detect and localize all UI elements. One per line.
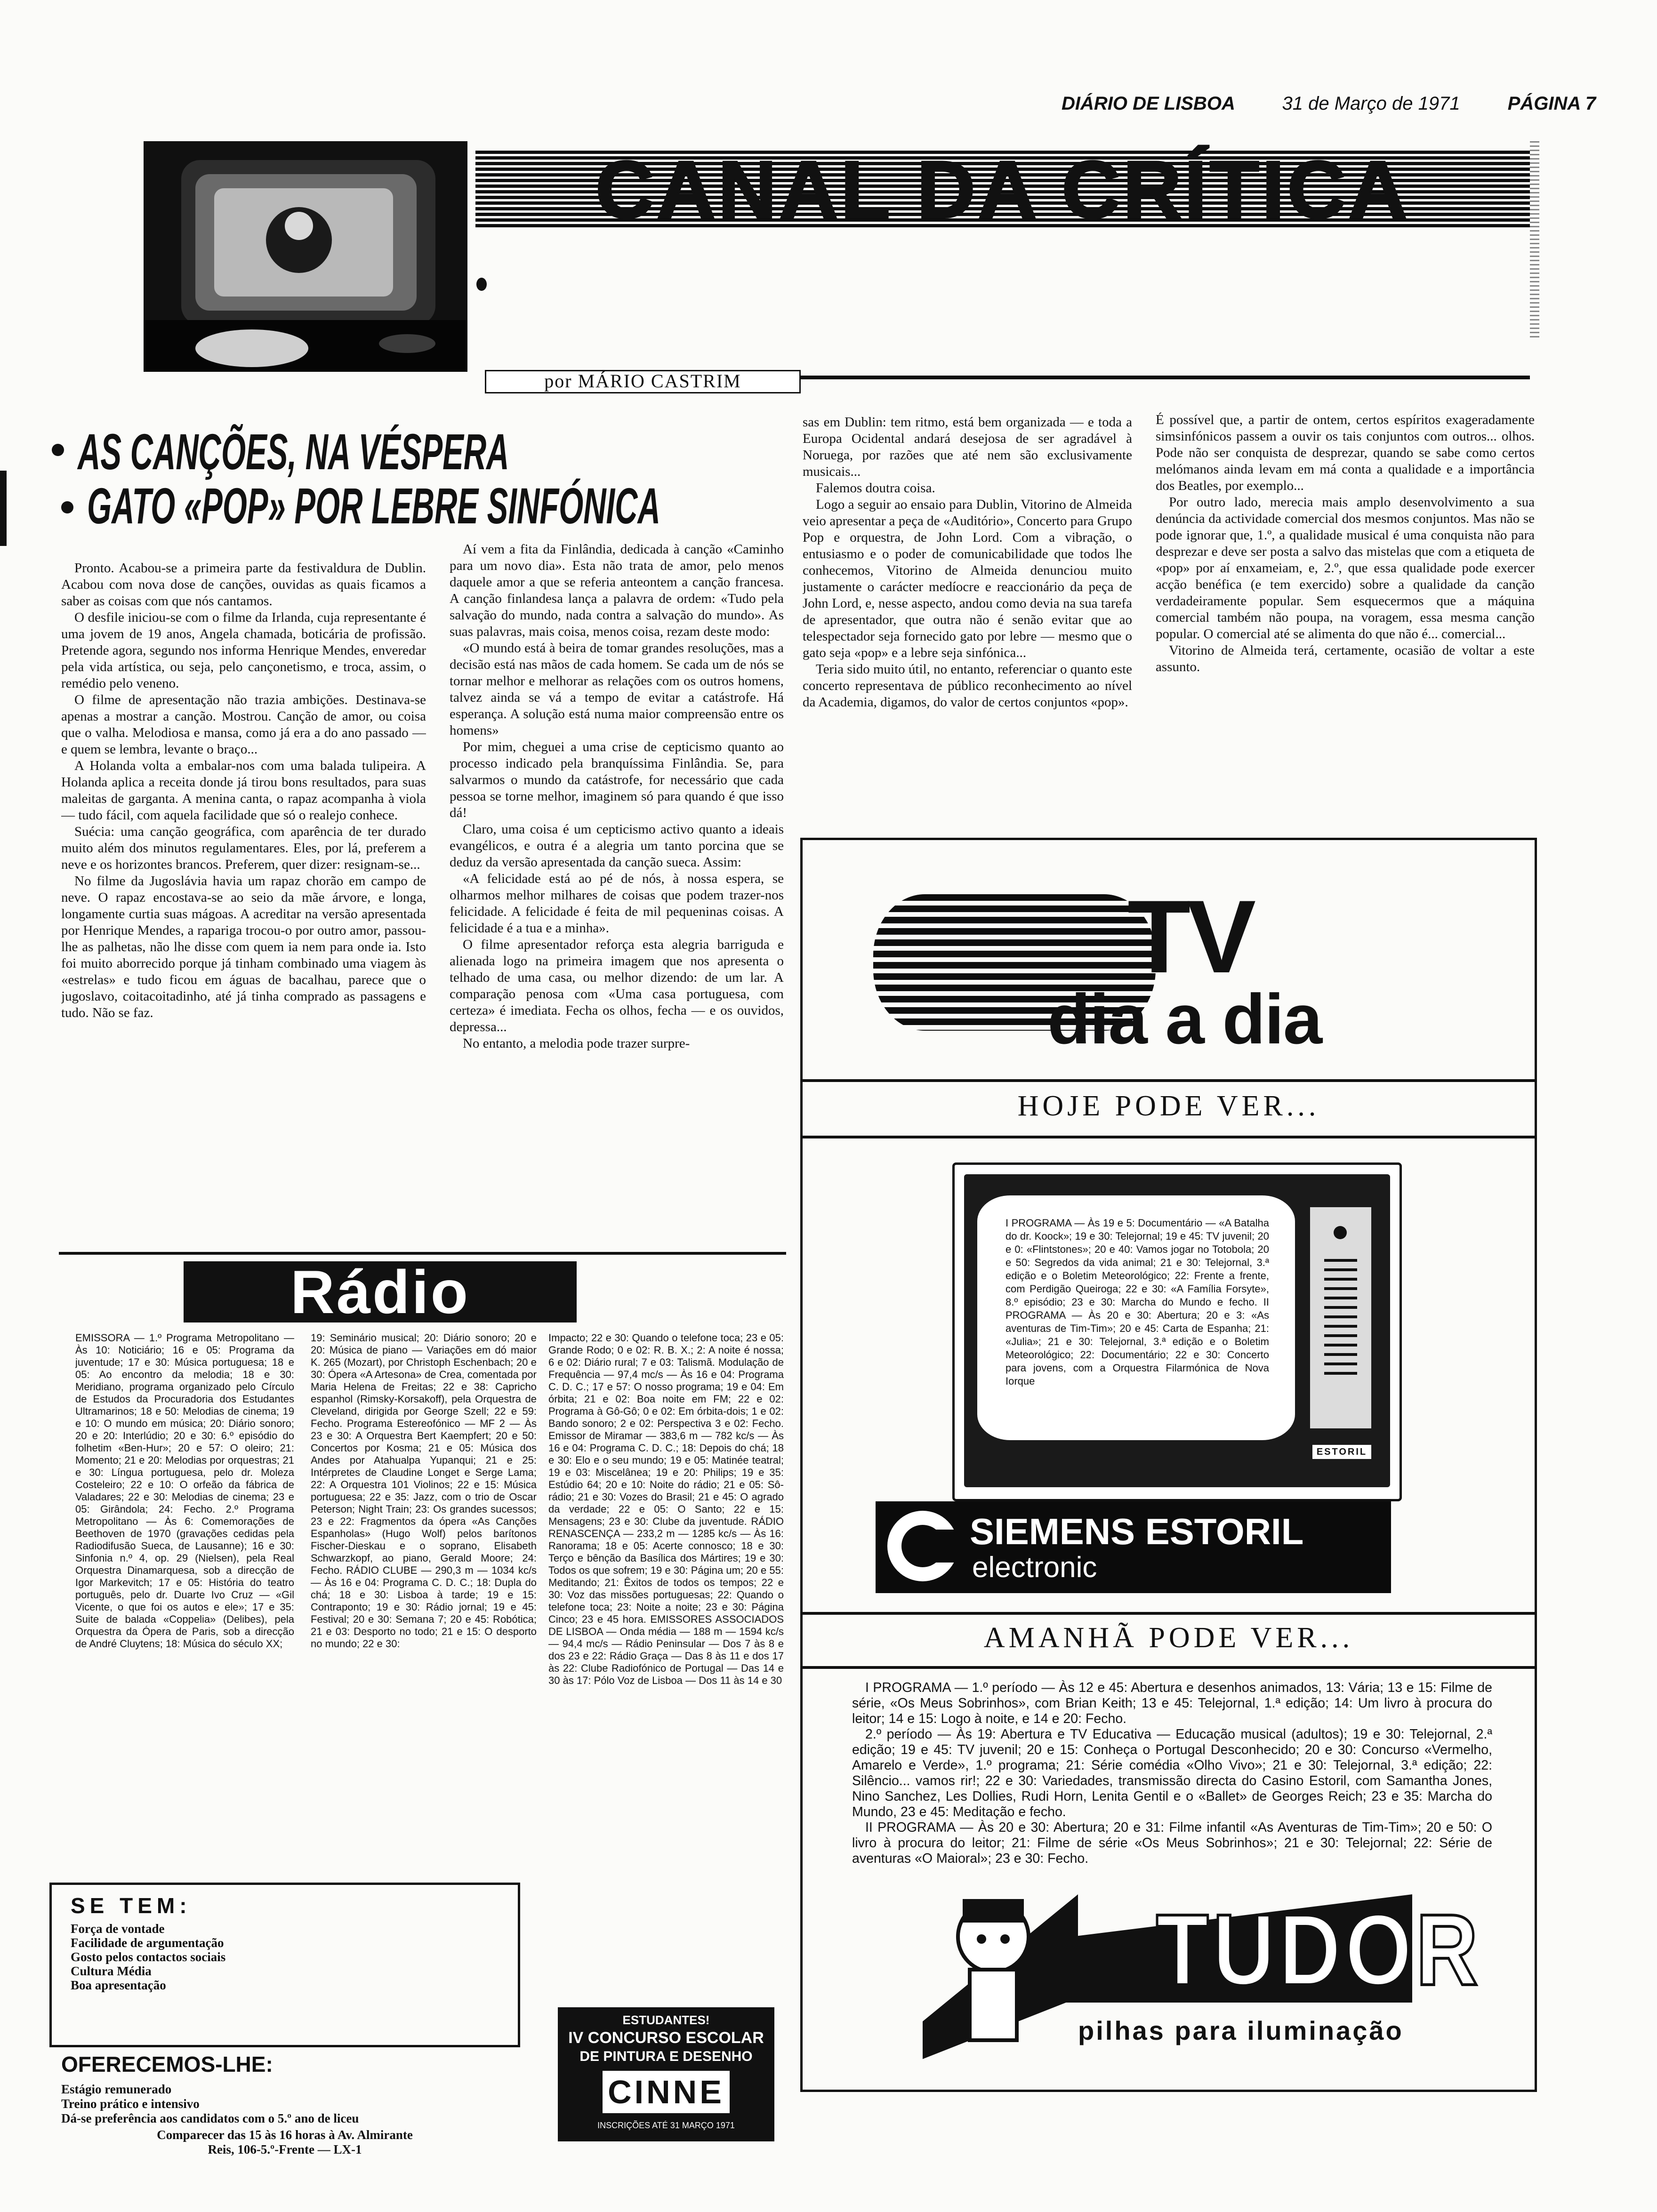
contest-line: ESTUDANTES!	[622, 2013, 710, 2027]
paragraph: «O mundo está à beira de tomar grandes resoluções, mas a decisão está nas mãos de cada homem. Se cada um de nós se tornar melhor e melhorar as relações com os outros homens, talvez ainda se vá a tempo de evitar a catástrofe. Há esperança. A solução está numa maior compreensão entre os homens»	[450, 641, 784, 738]
program-block: I PROGRAMA — 1.º período — Às 12 e 45: Abertura e desenhos animados, 13: Vária; 13 e 15: Filme de série, «Os Meus Sobrinhos», com Brian Keith; 13 e 45: Telejornal, 1.ª edição; 14: Um livro à procura do leitor; 14 e 15: Logo à noite, e 14 e 20: Fecho.	[852, 1680, 1492, 1726]
tomorrow-heading: AMANHÃ PODE VER...	[983, 1622, 1354, 1654]
program-block: II PROGRAMA — Às 20 e 30: Abertura; 20 e 31: Filme infantil «As Aventuras de Tim-Tim»; 20 e 50: O livro à procura do leitor; 21: Filme de série «Os Meus Sobrinhos»; 21 e 30: Telejornal; 22: Série de aventuras «O Maioral»; 23 e 30: Fecho.	[852, 1820, 1492, 1866]
paragraph: O filme de apresentação não trazia ambições. Destinava-se apenas a mostrar a canção. Mostrou. Canção de amor, ou coisa que o valha. Melodiosa e mansa, como já era a do ano passado — e quem se lembra, levante o braço...	[61, 692, 426, 757]
contest-footer: INSCRIÇÕES ATÉ 31 MARÇO 1971	[597, 2121, 735, 2130]
job-ad-requirements	[71, 1922, 499, 1992]
tv-rule	[803, 1666, 1535, 1669]
radio-column-2: 19: Seminário musical; 20: Diário sonoro; 20 e 20: Música de piano — Variações em dó maior K. 265 (Mozart), por Christoph Eschenbach; 20 e 30: Ópera «A Artesona» de Crea, comentada por Maria Helena de Freitas; 22 e 38: Capricho espanhol (Rimsky-Korsakoff), pela Orquestra de Cleveland, dirigida por George Szell; 22 e 59: Fecho. Programa Estereofónico — MF 2 — Às 23 e 30: A Orquestra Bert Kaempfert; 20 e 50: Concertos por Kosma; 21 e 05: Música dos Andes por Atahualpa Yupanqui; 21 e 25: Intérpretes de Claudine Longet e Serge Lama; 22: A Orquestra 101 Violinos; 22 e 15: Música portuguesa; 22 e 35: Jazz, com o trio de Oscar Peterson; Night Train; 23: Os grandes sucessos; 23 e 22: Fragmentos da ópera «As Canções Espanholas» (Hugo Wolf) pelos barítonos Fischer-Dieskau e o soprano, Elisabeth Schwarzkopf, ao piano, Gerald Moore; 24: Fecho. RÁDIO CLUBE — 290,3 m — 1034 kc/s — Às 16 e 04: Programa C. D. C.; 18: Dupla do chá; 18 e 30: Lisboa à tarde; 19 e 15: Contraponto; 19 e 30: Rádio jornal; 19 e 45: Festival; 20 e 30: Semana 7; 20 e 45: Robótica; 21 e 03: Desporto no todo; 21 e 15: O desporto no mundo; 22 e 30:	[311, 1332, 537, 1650]
tomorrow-programs	[852, 1680, 1492, 1878]
requirement: Gosto pelos contactos sociais	[71, 1950, 226, 1964]
article-column-4	[1156, 412, 1535, 821]
article-column-2	[450, 541, 784, 1247]
paragraph: Logo a seguir ao ensaio para Dublin, Vitorino de Almeida veio apresentar a peça de «Auditório», Concerto para Grupo Pop e orquestra, de John Lord. Com a vibração, o entusiasmo e o poder de comunicabilidade que todos lhe conhecemos, Vitorino de Almeida denunciou muito justamente o carácter medíocre e reaccionário da peça de John Lord, e, nesse aspecto, andou como devia na sua tarefa de apresentador, que outra não é senão evitar que ao telespectador seja fornecido gato por lebre — mesmo que o gato seja «pop» e a lebre seja sinfónica...	[803, 497, 1132, 660]
sponsor-line-1: SIEMENS ESTORIL	[970, 1511, 1304, 1552]
requirement: Boa apresentação	[71, 1978, 166, 1992]
tv-control-panel	[1310, 1207, 1371, 1428]
offer-heading: OFERECEMOS-LHE:	[61, 2052, 273, 2076]
tv-rule	[803, 1136, 1535, 1138]
tv-set	[952, 1162, 1402, 1501]
contest-ad	[558, 2007, 774, 2141]
paragraph: «A felicidade está ao pé de nós, à nossa espera, se olharmos melhor milhares de coisas que podem trazer-nos felicidade. A felicidade é feita de mil pequeninas coisas. A felicidade é a tua e a minha».	[450, 871, 784, 936]
today-heading: HOJE PODE VER...	[1017, 1090, 1320, 1122]
tudor-brand: TUDOR	[1156, 1893, 1482, 2006]
tudor-mascot-icon	[923, 1880, 1078, 2059]
tudor-tagline: pilhas para iluminação	[1078, 2016, 1404, 2045]
job-ad-offer	[61, 2052, 508, 2193]
article-column-3	[803, 414, 1132, 819]
paragraph: sas em Dublin: tem ritmo, está bem organizada — e toda a Europa Ocidental andará desejosa de ser agradável à Noruega, por razões que até nem são exclusivamente musicais...	[803, 415, 1132, 479]
television-photo	[144, 141, 467, 372]
requirement: Facilidade de argumentação	[71, 1936, 224, 1950]
knob-icon	[1334, 1226, 1347, 1239]
paragraph: Por mim, cheguei a uma crise de cepticismo quanto ao processo indicado pela branquíssima Finlândia. Se, para salvarmos o mundo da catástrofe, for necessário que cada pessoa se torne melhor, imaginem só para quando é que isso dá!	[450, 739, 784, 820]
issue-date: 31 de Março de 1971	[1282, 93, 1460, 114]
masthead	[1062, 93, 1596, 117]
paragraph: Falemos doutra coisa.	[816, 481, 935, 496]
radio-title-box	[184, 1258, 577, 1326]
headline-bullet	[61, 501, 73, 513]
paragraph: No entanto, a melodia pode trazer surpre-	[463, 1036, 690, 1051]
sponsor-line-2: electronic	[972, 1551, 1097, 1584]
tv-rule	[803, 1079, 1535, 1082]
paragraph: O filme apresentador reforça esta alegria barriguda e alienada logo na primeira imagem que nos apresenta o telhado de uma casa, ou melhor dizendo: de um lar. A comparação penosa com «Uma casa portuguesa, com certeza» é imediata. Fecha os olhos, fecha — e os ouvidos, depressa...	[450, 937, 784, 1034]
paragraph: No filme da Jugoslávia havia um rapaz chorão em campo de neve. O rapaz encostava-se ao seio da mãe árvore, e longa, longamente curtia suas mágoas. A acreditar na versão apresentada por Henrique Mendes, a rapariga trocou-o por outro amor, passou-lhe as palhetas, não lhe disse com quem ia nem para onde ia. Isto foi muito aborrecido porque já tinham combinado uma viagem às «estrelas» e tudo ficou em águas de bacalhau, parece que o jugoslavo, coitacoitadinho, até já tinha comprado as passagens e tudo. Não se faz.	[61, 874, 426, 1020]
siemens-banner	[876, 1501, 1391, 1593]
byline: por MÁRIO CASTRIM	[485, 370, 801, 393]
tv-section	[800, 838, 1537, 2092]
requirement: Força de vontade	[71, 1922, 165, 1936]
paragraph: Vitorino de Almeida terá, certamente, ocasião de voltar a este assunto.	[1156, 643, 1535, 674]
page-number: PÁGINA 7	[1507, 93, 1596, 114]
offer-item: Treino prático e intensivo	[61, 2097, 200, 2111]
article-column-1	[61, 560, 426, 1247]
paragraph: Aí vem a fita da Finlândia, dedicada à canção «Caminho para um novo dia». Esta não trata de amor, pelo menos daquele amor a que se referia anteontem a canção francesa. A canção finlandesa lança a palavra de ordem: «Tudo pela salvação do mundo, nada contra a salvação do mundo». As suas palavras, mais coisa, menos coisa, rezam deste modo:	[450, 542, 784, 639]
paragraph: Pronto. Acabou-se a primeira parte da festivaldura de Dublin. Acabou com nova dose de canções, ouvidas as quais ficamos a saber as coisas com que nós cantamos.	[61, 561, 426, 609]
headline-2-wrap	[14, 477, 796, 541]
tudor-ad	[923, 1880, 1482, 2059]
today-program: I PROGRAMA — Às 19 e 5: Documentário — «A Batalha do dr. Koock»; 19 e 30: Telejornal; 19 e 45: TV juvenil; 20 e 0: «Flintstones»; 20 e 40: Vamos jogar no Totobola; 20 e 50: Segredos da vida animal; 21 e 30: Telejornal, 3.ª edição e o Boletim Meteorológico; 22: Frente a frente, com Perdigão Queiroga; 22 e 30: «A Família Forsyte», 8.º episódio; 23 e 30: Marcha do Mundo e fecho. II PROGRAMA — Às 20 e 30: Abertura; 20 e 3: «As aventuras de Tim-Tim»; 20 e 45: Carta de Espanha; 21: «Julia»; 21 e 30: Telejornal, 3.ª edição e o Boletim Meteorológico; 22: Documentário; 22 e 30: Concerto para jovens, com a Orquestra Filarmónica de Nova Iorque	[1005, 1217, 1269, 1387]
contest-line: IV CONCURSO ESCOLAR	[568, 2029, 764, 2047]
headline-2: GATO «POP» POR LEBRE SINFÓNICA	[87, 477, 660, 534]
headline-1: AS CANÇÕES, NA VÉSPERA	[78, 423, 509, 480]
contest-logo	[603, 2071, 730, 2113]
radio-column-3: Impacto; 22 e 30: Quando o telefone toca; 23 e 05: Grande Rodo; 0 e 02: R. B. X.; 2: A noite é nossa; 6 e 02: Diário rural; 7 e 03: Talismã. Modulação de Frequência — 97,4 mc/s — Às 16 e 04: Programa C. D. C.; 17 e 57: O nosso programa; 19 e 04: Em órbita; 21 e 02: Boa noite em FM; 22 e 02: Programa à Gô-Gô; 0 e 02: Em órbita-dois; 1 e 02: Bando sonoro; 2 e 02: Perspectiva 3 e 02: Fecho. Emissor de Miramar — 383,6 m — 782 kc/s — Às 16 e 04: Programa C. D. C.; 18: Depois do chá; 18 e 30: Elo e o seu mundo; 19 e 05: Matinée teatral; 19 e 03: Miscelânea; 19 e 20: Philips; 19 e 35: Estúdio 64; 20 e 10: Noite do rádio; 21 e 05: Sô-rádio; 21 e 30: Vozes do Brasil; 21 e 45: O agrado da verdade; 22 e 05: O Santo; 22 e 15: Mensagens; 23 e 30: Clube da juventude. RÁDIO RENASCENÇA — 233,2 m — 1285 kc/s — Às 16: Ranorama; 18 e 05: Acerte connosco; 18 e 30: Terço e bênção da Basílica dos Mártires; 19 e 30: Todos os que sofrem; 19 e 30: Página um; 20 e 55: Meditando; 21: Êxitos de todos os tempos; 22 e 30: Voz das missões portuguesas; 22: Quando o telefone toca; 23: Noite a noite; 23 e 30: Página Cinco; 23 e 45 hora. EMISSORES ASSOCIADOS DE LISBOA — Onda média — 188 m — 1594 kc/s — 94,4 mc/s — Rádio Peninsular — Dos 7 às 8 e dos 23 e 22: Rádio Graça — Das 8 às 11 e dos 17 às 22: Clube Radiofónico de Portugal — Das 14 e 30 às 17: Pólo Voz de Lisboa — Dos 11 às 14 e 30	[548, 1332, 784, 1686]
page-edge-mark	[1530, 141, 1539, 339]
section-divider	[59, 1252, 786, 1255]
job-ad-heading: SE TEM:	[71, 1893, 192, 1918]
contest-brand: CINNE	[608, 2074, 724, 2110]
paragraph: Por outro lado, merecia mais amplo desenvolvimento a sua denúncia da actividade comercial dos mesmos conjuntos. Mas não se pode ignorar que, 1.º, a qualidade musical é uma conquista não para desprezar e deve ser posta a salvo das mistelas que com a etiqueta de «pop» por aí enxameiam, e, 2.º, que essa qualidade pode exercer acção benéfica (e tem exercido) sobre a qualidade da canção verdadeiramente popular. Sem esquecermos que a máquina comercial também não poupa, na voragem, essa mesma canção popular. O comercial até se alimenta do que não é... comercial...	[1156, 495, 1535, 641]
contact-line: Comparecer das 15 às 16 horas à Av. Almirante	[157, 2128, 413, 2142]
tv-screen	[977, 1195, 1295, 1440]
tv-rule	[803, 1612, 1535, 1615]
requirement: Cultura Média	[71, 1964, 152, 1978]
paragraph: É possível que, a partir de ontem, certos espíritos exageradamente simsinfónicos passem a ouvir os tais conjuntos com outros... olhos. Pode não ser conquista de desprezar, quando se sabe como certos melómanos ainda levam em má conta a qualidade e a importância dos Beatles, por exemplo...	[1156, 412, 1535, 493]
paragraph: Teria sido muito útil, no entanto, referenciar o quanto este concerto representava de público reconhecimento ao nível da Academia, digamos, do valor de certos conjuntos «pop».	[803, 662, 1132, 710]
section-title: CANAL DA CRÍTICA	[595, 144, 1410, 235]
paragraph: Claro, uma coisa é um cepticismo activo quanto a ideais evangélicos, e outra é a alegria um tanto porcina que se deduz da versão apresentada da canção sueca. Assim:	[450, 822, 784, 870]
tv-buttons	[1324, 1259, 1357, 1381]
tv-logo-bottom: dia a dia	[1047, 979, 1322, 1058]
job-ad	[49, 1883, 520, 2047]
offer-item: Estágio remunerado	[61, 2082, 172, 2096]
tv-logo-top: TV	[1127, 879, 1253, 994]
headline-bullet	[52, 444, 64, 456]
radio-title: Rádio	[290, 1258, 470, 1326]
page-edge-mark	[0, 471, 7, 546]
paragraph: Suécia: uma canção geográfica, com aparência de ter durado muito além dos minutos regulamentares. Eles, por lá, preferem a neve e os horizontes brancos. Preferem, quer dizer: resignam-se...	[61, 824, 426, 872]
paragraph: A Holanda volta a embalar-nos com uma balada tulipeira. A Holanda aplica a receita donde já tirou bons resultados, para suas maleitas de garganta. A menina canta, o rapaz acompanha à viola — tudo fácil, com aquela facilidade que só o realejo conhece.	[61, 758, 426, 823]
radio-column-1: EMISSORA — 1.º Programa Metropolitano — Às 10: Noticiário; 16 e 05: Programa da juventude; 17 e 30: Música portuguesa; 18 e 05: Ao encontro da melodia; 18 e 30: Meridiano, programa organizado pelo Círculo de Estudos da Procuradoria dos Estudantes Ultramarinos; 18 e 50: Melodias de cinema; 19 e 10: O mundo em música; 20: Diário sonoro; 20 e 20: Interlúdio; 20 e 30: 6.º episódio do folhetim «Ben-Hur»; 20 e 57: O oleiro; 21: Momento; 21 e 20: Melodias por orquestras; 21 e 30: Língua portuguesa, pelo dr. Moleza Costeleiro; 22 e 10: O orfeão da fábrica de Valadares; 22 e 30: Melodias de cinema; 23 e 05: Girândola; 24: Fecho. 2.º Programa Metropolitano — Às 6: Comemorações de Beethoven de 1970 (gravações cedidas pela Radiodifusão Sueca, de Lausanne); 16 e 30: Sinfonia n.º 4, op. 29 (Nielsen), pela Real Orquestra Dinamarquesa, sob a direcção de Igor Markevitch; 17 e 05: História do teatro português, pelo dr. Duarte Ivo Cruz — «Gil Vicente, o que foi os autos e ele»; 17 e 35: Suite de balada «Coppelia» (Delibes), pela Orquestra da Ópera de Paris, sob a direcção de André Cluytens; 18: Música do século XX;	[75, 1332, 294, 1650]
contest-line: DE PINTURA E DESENHO	[579, 2049, 753, 2064]
byline-rule	[781, 376, 1530, 379]
siemens-logo-icon	[887, 1511, 958, 1581]
bullet-dot	[476, 278, 487, 291]
contact-line: Reis, 106-5.º-Frente — LX-1	[208, 2142, 362, 2156]
offer-item: Dá-se preferência aos candidatos com o 5.º ano de liceu	[61, 2111, 359, 2125]
tv-brand: ESTORIL	[1312, 1445, 1371, 1459]
paragraph: O desfile iniciou-se com o filme da Irlanda, cuja representante é uma jovem de 19 anos, Angela chamada, boticária de profissão. Pretende agora, segundo nos informa Henrique Mendes, enveredar pela vida artística, ou seja, pelo cançonetismo, e troca, assim, o remédio pelo veneno.	[61, 610, 426, 691]
tv-cabinet	[964, 1174, 1390, 1487]
paper-name: DIÁRIO DE LISBOA	[1062, 93, 1235, 114]
program-block: 2.º período — Às 19: Abertura e TV Educativa — Educação musical (adultos); 19 e 30: Telejornal, 2.ª edição; 19 e 45: TV juvenil; 20 e 15: Conheça o Portugal Desconhecido; 20 e 30: Concurso «Vermelho, Amarelo e Verde», 1.º programa; 21: Série comédia «Olho Vivo»; 21 e 30: Telejornal, 3.ª edição; 22: Silêncio... vamos rir!; 22 e 30: Variedades, transmissão directa do Casino Estoril, com Samantha Jones, Nino Sanchez, Les Dollies, Rudi Horn, Lenita Gentil e o «Ballet» de Georges Reich; 23 e 35: Marcha do Mundo, 23 e 45: Meditação e fecho.	[852, 1727, 1492, 1819]
